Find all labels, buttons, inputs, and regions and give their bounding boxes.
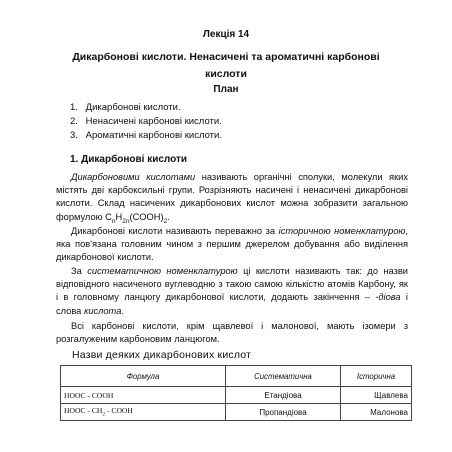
- plan-item-number: 1.: [70, 102, 78, 113]
- table-caption: Назви деяких дикарбонових кислот: [72, 349, 252, 361]
- column-header-formula: Формула: [61, 366, 226, 387]
- table-row: [61, 387, 412, 404]
- paragraph-text: За: [71, 266, 88, 276]
- table-row: [61, 404, 412, 421]
- paragraph-text: (COOH): [129, 211, 164, 222]
- plan-item-number: 3.: [70, 130, 78, 141]
- paragraph-text: Дикарбонові кислоти називають переважно за: [71, 226, 279, 236]
- formula-subscript: n: [111, 217, 116, 225]
- formula-cell: HOOC - COOH: [61, 387, 226, 404]
- paragraph-text: , яка пов'язана головним чином з першим джерелом добування або виділення дикарбонової кислоти.: [56, 226, 409, 263]
- section-heading: 1. Дикарбонові кислоти: [70, 154, 188, 165]
- paragraph-text: .: [121, 305, 124, 316]
- column-header-systematic: Систематична: [226, 366, 341, 387]
- term-italic: історичною номенклатурою: [278, 226, 406, 236]
- paragraph-text: називають органічні сполуки, молекули яких містять дві карбоксильні групи. Розрізняють насичені і ненасичені дикарбонові кислоти. Склад насичених дикарбонових кислот можна зобразити загальною формулою C: [56, 172, 408, 222]
- formula-subscript: 2: [163, 217, 168, 225]
- systematic-name-cell: Пропандіова: [226, 404, 341, 421]
- plan-item-text: Ненасичені карбонові кислоти.: [85, 116, 222, 127]
- lecture-title: Дикарбонові кислоти. Ненасичені та ароматичні карбонові кислоти: [72, 51, 380, 80]
- plan-heading: План: [213, 84, 239, 95]
- paragraph-text: ці кислоти називають так: до назви відповідного насиченого вуглеводню з такою самою кількістю атомів Карбону, як і в головному ланцюгу дикарбонової кислоти, додають закінчення –: [56, 266, 408, 303]
- plan-list: [70, 101, 222, 143]
- plan-item: [70, 115, 222, 129]
- historical-name-cell: Малонова: [341, 404, 412, 421]
- table-header-row: [61, 366, 412, 387]
- paragraph-text: Всі карбонові кислоти, крім щавлевої і малонової, мають ізомери з розгалуженим карбоновим ланцюгом.: [56, 321, 408, 345]
- formula-cell: [61, 404, 226, 421]
- paragraph-isomers: [56, 320, 408, 346]
- acids-table: [60, 365, 412, 421]
- column-header-historical: Історична: [341, 366, 412, 387]
- paragraph-text: і слова: [56, 292, 408, 316]
- paragraph-systematic: [56, 265, 408, 318]
- term-italic: систематичною номенклатурою: [87, 266, 238, 276]
- term-italic: кислота: [83, 305, 122, 316]
- plan-item: [70, 129, 222, 143]
- term-italic: -діова: [375, 292, 401, 303]
- paragraph-text: .: [167, 211, 170, 222]
- formula-text: HOOC - CH: [64, 406, 103, 416]
- formula-text: - COOH: [105, 406, 133, 416]
- systematic-name-cell: Етандіова: [226, 387, 341, 404]
- plan-item: [70, 101, 222, 115]
- paragraph-definition: [56, 171, 408, 228]
- formula-subscript: 2n: [122, 217, 130, 225]
- term-italic: Дикарбоновими кислотами: [71, 172, 196, 182]
- historical-name-cell: Щавлева: [341, 387, 412, 404]
- plan-item-text: Дикарбонові кислоти.: [85, 102, 181, 113]
- paragraph-historical: [56, 225, 408, 265]
- plan-item-text: Ароматичні карбонові кислоти.: [85, 130, 222, 141]
- plan-item-number: 2.: [70, 116, 78, 127]
- lecture-number: Лекція 14: [202, 29, 250, 40]
- formula-subscript: 2: [102, 411, 106, 418]
- paragraph-text: H: [115, 211, 123, 222]
